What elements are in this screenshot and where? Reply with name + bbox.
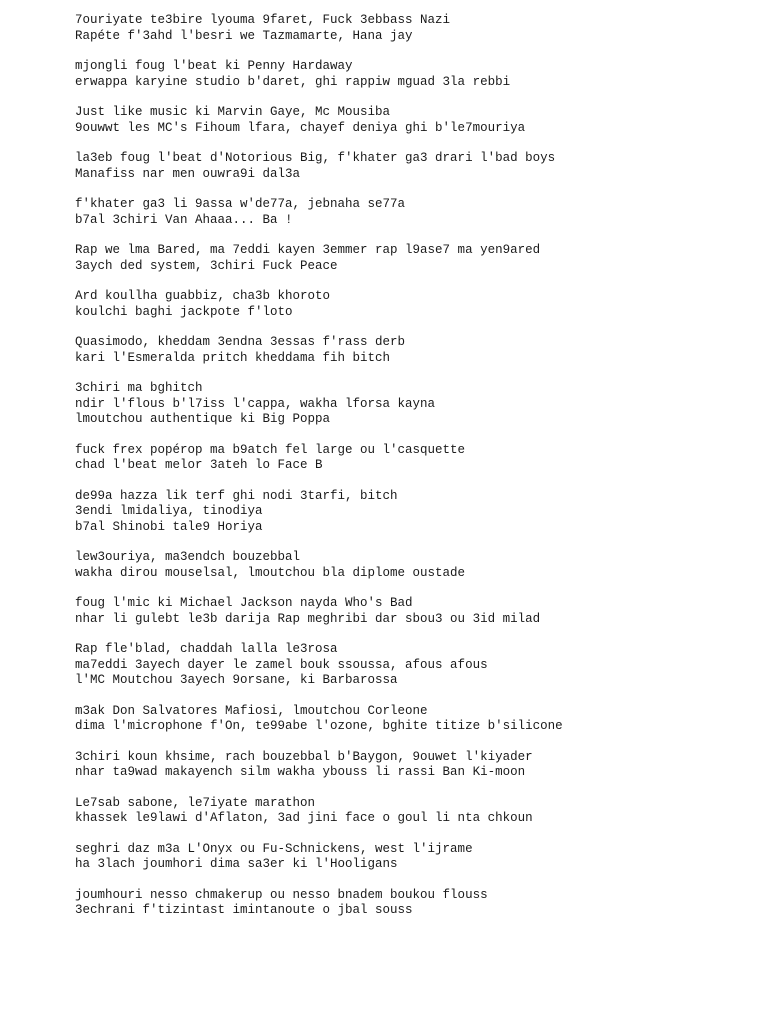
lyric-line: erwappa karyine studio b'daret, ghi rappiw mguad 3la rebbi [75, 74, 511, 89]
lyric-line: koulchi baghi jackpote f'loto [75, 304, 293, 319]
lyric-line: kari l'Esmeralda pritch kheddama fih bitch [75, 350, 391, 365]
lyric-line: Manafiss nar men ouwra9i dal3a [75, 166, 301, 181]
lyric-line: Quasimodo, kheddam 3endna 3essas f'rass derb [75, 335, 406, 349]
lyric-line: Le7sab sabone, le7iyate marathon [75, 795, 316, 810]
lyric-line: joumhouri nesso chmakerup ou nesso bnadem boukou flouss [75, 887, 488, 902]
lyric-line: fuck frex popérop ma b9atch fel large ou l'casquette [75, 442, 466, 457]
lyric-line: f'khater ga3 li 9assa w'de77a, jebnaha se77a [75, 197, 406, 211]
stanza [75, 796, 755, 827]
stanza [75, 489, 755, 536]
stanza [75, 59, 755, 90]
lyric-line: ha 3lach joumhori dima sa3er ki l'Hooligans [75, 857, 398, 871]
stanza [75, 642, 755, 689]
lyric-line: m3ak Don Salvatores Mafiosi, lmoutchou Corleone [75, 703, 428, 718]
stanza [75, 842, 755, 873]
lyric-line: Ard koullha guabbiz, cha3b khoroto [75, 289, 331, 303]
lyric-line: 3chiri koun khsime, rach bouzebbal b'Baygon, 9ouwet l'kiyader [75, 749, 533, 764]
lyric-line: 3aych ded system, 3chiri Fuck Peace [75, 258, 338, 273]
stanza [75, 381, 755, 428]
lyric-line: foug l'mic ki Michael Jackson nayda Who's Bad [75, 596, 413, 610]
lyric-line: lew3ouriya, ma3endch bouzebbal [75, 550, 301, 564]
stanza [75, 197, 755, 228]
lyric-line: nhar ta9wad makayench silm wakha ybouss li rassi Ban Ki-moon [75, 765, 526, 779]
stanza [75, 750, 755, 781]
lyric-line: ma7eddi 3ayech dayer le zamel bouk ssoussa, afous afous [75, 657, 488, 672]
lyric-line: wakha dirou mouselsal, lmoutchou bla diplome oustade [75, 565, 466, 580]
lyric-line: dima l'microphone f'On, te99abe l'ozone, bghite titize b'silicone [75, 719, 563, 733]
lyric-line: 9ouwwt les MC's Fihoum lfara, chayef deniya ghi b'le7mouriya [75, 120, 526, 135]
lyric-line: Rap fle'blad, chaddah lalla le3rosa [75, 642, 338, 656]
lyric-line: mjongli foug l'beat ki Penny Hardaway [75, 59, 353, 73]
lyric-line: ndir l'flous b'l7iss l'cappa, wakha lforsa kayna [75, 396, 436, 411]
lyric-line: 3endi lmidaliya, tinodiya [75, 504, 263, 518]
lyric-line: l'MC Moutchou 3ayech 9orsane, ki Barbarossa [75, 673, 398, 687]
lyrics-body [75, 13, 755, 934]
stanza [75, 289, 755, 320]
lyric-line: 7ouriyate te3bire lyouma 9faret, Fuck 3ebbass Nazi [75, 13, 451, 27]
stanza [75, 151, 755, 182]
lyric-line: b7al Shinobi tale9 Horiya [75, 519, 263, 534]
lyric-line: b7al 3chiri Van Ahaaa... Ba ! [75, 212, 293, 227]
stanza [75, 243, 755, 274]
stanza [75, 888, 755, 919]
stanza [75, 596, 755, 627]
stanza [75, 443, 755, 474]
stanza [75, 550, 755, 581]
lyric-line: Rap we lma Bared, ma 7eddi kayen 3emmer rap l9ase7 ma yen9ared [75, 243, 541, 257]
lyric-line: seghri daz m3a L'Onyx ou Fu-Schnickens, west l'ijrame [75, 841, 473, 856]
lyric-line: 3chiri ma bghitch [75, 381, 203, 395]
stanza [75, 13, 755, 44]
lyric-line: Rapéte f'3ahd l'besri we Tazmamarte, Hana jay [75, 28, 413, 43]
lyric-line: Just like music ki Marvin Gaye, Mc Mousiba [75, 105, 391, 119]
lyric-line: lmoutchou authentique ki Big Poppa [75, 412, 331, 426]
stanza [75, 335, 755, 366]
lyric-line: de99a hazza lik terf ghi nodi 3tarfi, bitch [75, 488, 398, 503]
lyric-line: khassek le9lawi d'Aflaton, 3ad jini face o goul li nta chkoun [75, 811, 533, 825]
stanza [75, 704, 755, 735]
lyric-line: la3eb foug l'beat d'Notorious Big, f'khater ga3 drari l'bad boys [75, 151, 556, 165]
lyric-line: 3echrani f'tizintast imintanoute o jbal souss [75, 903, 413, 917]
lyric-line: chad l'beat melor 3ateh lo Face B [75, 458, 323, 472]
stanza [75, 105, 755, 136]
lyric-line: nhar li gulebt le3b darija Rap meghribi dar sbou3 ou 3id milad [75, 611, 541, 626]
